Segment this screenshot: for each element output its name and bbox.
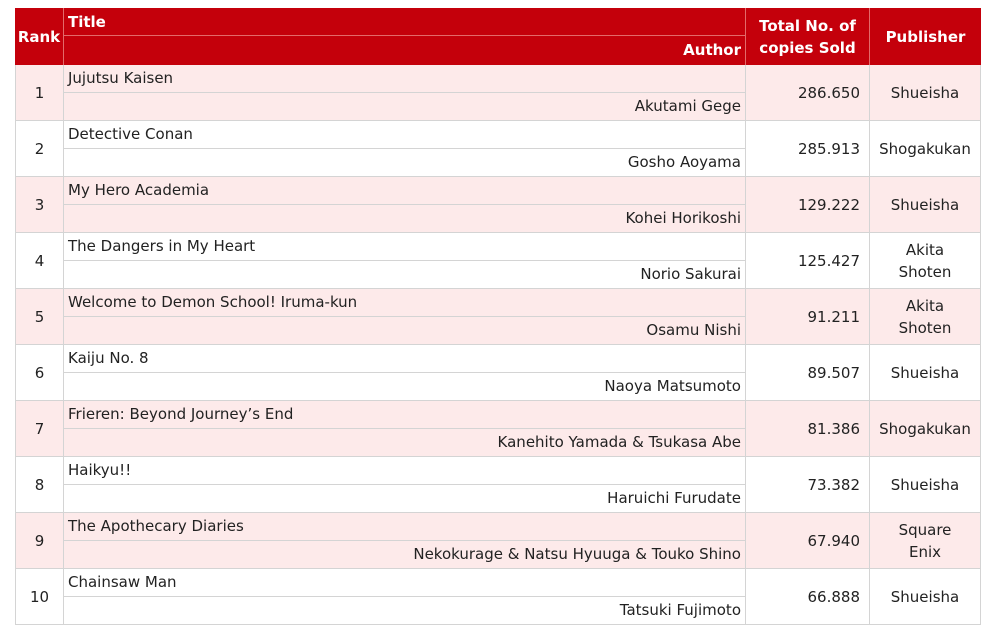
author-cell: Kohei Horikoshi [625,209,741,227]
title-cell: Kaiju No. 8 [64,345,745,373]
title-author-cell [64,345,746,400]
copies-cell: 67.940 [746,513,870,568]
title-cell: Chainsaw Man [64,569,745,597]
table-row [15,233,981,289]
author-cell: Kanehito Yamada & Tsukasa Abe [497,433,741,451]
author-cell: Haruichi Furudate [607,489,741,507]
author-cell: Tatsuki Fujimoto [619,601,741,619]
publisher-cell: Akita Shoten [870,233,981,288]
rank-cell: 5 [15,289,64,344]
title-cell: The Dangers in My Heart [64,233,745,261]
title-cell: Detective Conan [64,121,745,149]
copies-cell: 89.507 [746,345,870,400]
rank-cell: 10 [15,569,64,624]
table-row [15,401,981,457]
title-cell: My Hero Academia [64,177,745,205]
header-copies-sold: Total No. of copies Sold [746,8,870,65]
copies-cell: 285.913 [746,121,870,176]
table-row [15,345,981,401]
copies-cell: 81.386 [746,401,870,456]
publisher-cell: Square Enix [870,513,981,568]
copies-cell: 73.382 [746,457,870,512]
publisher-cell: Shueisha [870,177,981,232]
title-author-cell [64,513,746,568]
title-author-cell [64,121,746,176]
rank-cell: 6 [15,345,64,400]
table-row [15,177,981,233]
rank-cell: 4 [15,233,64,288]
title-cell: Welcome to Demon School! Iruma-kun [64,289,745,317]
author-cell: Akutami Gege [634,97,741,115]
rank-cell: 1 [15,65,64,120]
title-cell: Frieren: Beyond Journey’s End [64,401,745,429]
title-author-cell [64,65,746,120]
rank-cell: 8 [15,457,64,512]
title-author-cell [64,289,746,344]
title-author-cell [64,177,746,232]
copies-cell: 66.888 [746,569,870,624]
table-header [15,8,981,65]
copies-cell: 129.222 [746,177,870,232]
copies-cell: 91.211 [746,289,870,344]
author-cell: Norio Sakurai [640,265,741,283]
header-author: Author [683,41,741,59]
manga-sales-table [15,8,981,625]
rank-cell: 3 [15,177,64,232]
publisher-cell: Shueisha [870,65,981,120]
title-author-cell [64,569,746,624]
publisher-cell: Shogakukan [870,401,981,456]
title-cell: The Apothecary Diaries [64,513,745,541]
header-title: Title [64,8,745,36]
header-publisher: Publisher [885,27,966,46]
title-cell: Jujutsu Kaisen [64,65,745,93]
table-row [15,121,981,177]
title-author-cell [64,401,746,456]
table-row [15,289,981,345]
publisher-cell: Shueisha [870,345,981,400]
author-cell: Gosho Aoyama [627,153,741,171]
rank-cell: 7 [15,401,64,456]
rank-cell: 2 [15,121,64,176]
copies-cell: 286.650 [746,65,870,120]
author-cell: Nekokurage & Natsu Hyuuga & Touko Shino [413,545,741,563]
title-author-cell [64,457,746,512]
publisher-cell: Shueisha [870,457,981,512]
copies-cell: 125.427 [746,233,870,288]
table-row [15,65,981,121]
publisher-cell: Shueisha [870,569,981,624]
publisher-cell: Akita Shoten [870,289,981,344]
table-row [15,457,981,513]
table-row [15,569,981,625]
title-author-cell [64,233,746,288]
author-cell: Osamu Nishi [646,321,741,339]
header-title-author [64,8,746,65]
rank-cell: 9 [15,513,64,568]
author-cell: Naoya Matsumoto [604,377,741,395]
header-rank: Rank [15,8,64,65]
publisher-cell: Shogakukan [870,121,981,176]
table-row [15,513,981,569]
title-cell: Haikyu!! [64,457,745,485]
